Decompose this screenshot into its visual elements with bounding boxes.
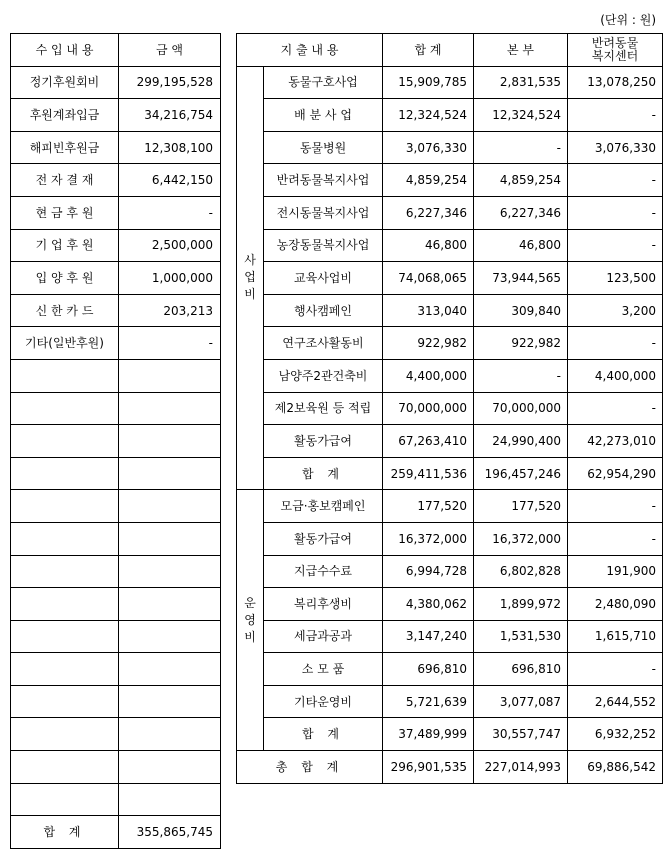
expense-item: 동물구호사업 — [264, 66, 383, 99]
expense-center: 1,615,710 — [568, 620, 663, 653]
empty-cell — [119, 555, 221, 588]
business-category-cell — [237, 66, 264, 490]
empty-cell — [11, 653, 119, 686]
empty-cell — [119, 783, 221, 816]
expense-center: 123,500 — [568, 262, 663, 295]
empty-cell — [119, 685, 221, 718]
expense-total: 3,147,240 — [383, 620, 474, 653]
grand-total-main: 227,014,993 — [474, 751, 568, 784]
expense-item: 행사캠페인 — [264, 294, 383, 327]
income-empty-row — [11, 783, 221, 816]
income-empty-row — [11, 685, 221, 718]
center-header-line2: 복지센터 — [591, 48, 639, 63]
empty-cell — [11, 359, 119, 392]
expense-total: 6,994,728 — [383, 555, 474, 588]
expense-item: 활동가급여 — [264, 425, 383, 458]
income-item-header: 수 입 내 용 — [11, 34, 119, 67]
empty-cell — [11, 490, 119, 523]
operating-subtotal-label: 합 계 — [264, 718, 383, 751]
expense-main: 73,944,565 — [474, 262, 568, 295]
income-label: 전 자 결 재 — [11, 164, 119, 197]
income-table — [10, 33, 221, 849]
expense-main: 6,802,828 — [474, 555, 568, 588]
empty-cell — [11, 555, 119, 588]
expense-row — [237, 229, 663, 262]
income-empty-row — [11, 425, 221, 458]
expense-total: 4,380,062 — [383, 588, 474, 621]
operating-subtotal-center: 6,932,252 — [568, 718, 663, 751]
income-label: 기타(일반후원) — [11, 327, 119, 360]
income-row — [11, 66, 221, 99]
expense-center: 3,076,330 — [568, 131, 663, 164]
expense-row — [237, 425, 663, 458]
expense-row — [237, 685, 663, 718]
expense-row — [237, 327, 663, 360]
expense-main: 16,372,000 — [474, 522, 568, 555]
expense-item: 배 분 사 업 — [264, 99, 383, 132]
empty-cell — [11, 425, 119, 458]
income-label: 입 양 후 원 — [11, 262, 119, 295]
income-row — [11, 327, 221, 360]
income-empty-row — [11, 751, 221, 784]
business-subtotal-total: 259,411,536 — [383, 457, 474, 490]
expense-row — [237, 392, 663, 425]
expense-main: 12,324,524 — [474, 99, 568, 132]
income-row — [11, 99, 221, 132]
expense-center: 42,273,010 — [568, 425, 663, 458]
business-subtotal-row — [237, 457, 663, 490]
expense-row — [237, 131, 663, 164]
expense-row — [237, 359, 663, 392]
empty-cell — [119, 718, 221, 751]
expense-row — [237, 555, 663, 588]
expense-main: 2,831,535 — [474, 66, 568, 99]
expense-main: 70,000,000 — [474, 392, 568, 425]
income-empty-row — [11, 457, 221, 490]
expense-center: - — [568, 522, 663, 555]
expense-total: 6,227,346 — [383, 196, 474, 229]
expense-row — [237, 262, 663, 295]
income-empty-row — [11, 555, 221, 588]
expense-total: 74,068,065 — [383, 262, 474, 295]
income-amount: 6,442,150 — [119, 164, 221, 197]
expense-center: 3,200 — [568, 294, 663, 327]
income-empty-row — [11, 620, 221, 653]
grand-total-total: 296,901,535 — [383, 751, 474, 784]
business-subtotal-center: 62,954,290 — [568, 457, 663, 490]
expense-row — [237, 490, 663, 523]
expense-row — [237, 99, 663, 132]
expense-row — [237, 66, 663, 99]
expense-center: - — [568, 229, 663, 262]
business-category-label: 사업비 — [244, 253, 256, 302]
expense-center: 191,900 — [568, 555, 663, 588]
expense-item: 반려동물복지사업 — [264, 164, 383, 197]
empty-cell — [11, 783, 119, 816]
expense-row — [237, 620, 663, 653]
empty-cell — [119, 425, 221, 458]
income-amount: 203,213 — [119, 294, 221, 327]
income-empty-row — [11, 653, 221, 686]
expense-main-header: 본 부 — [474, 34, 568, 67]
income-empty-row — [11, 490, 221, 523]
operating-category-cell — [237, 490, 264, 751]
expense-main: 309,840 — [474, 294, 568, 327]
operating-category-label: 운영비 — [244, 595, 256, 644]
income-amount: - — [119, 196, 221, 229]
unit-note: (단위 : 원) — [600, 13, 656, 27]
empty-cell — [119, 653, 221, 686]
income-row — [11, 229, 221, 262]
expense-center: - — [568, 392, 663, 425]
expense-total: 5,721,639 — [383, 685, 474, 718]
expense-item: 제2보육원 등 적립 — [264, 392, 383, 425]
business-subtotal-label: 합 계 — [264, 457, 383, 490]
expense-center: 2,480,090 — [568, 588, 663, 621]
expense-main: 6,227,346 — [474, 196, 568, 229]
expense-center: 13,078,250 — [568, 66, 663, 99]
income-label: 해피빈후원금 — [11, 131, 119, 164]
empty-cell — [11, 457, 119, 490]
expense-center: - — [568, 653, 663, 686]
income-row — [11, 131, 221, 164]
expense-row — [237, 294, 663, 327]
income-amount: 299,195,528 — [119, 66, 221, 99]
expense-item: 모금·홍보캠페인 — [264, 490, 383, 523]
expense-table — [236, 33, 663, 784]
expense-item: 교육사업비 — [264, 262, 383, 295]
income-label: 정기후원회비 — [11, 66, 119, 99]
income-amount: 2,500,000 — [119, 229, 221, 262]
empty-cell — [11, 751, 119, 784]
expense-main: 24,990,400 — [474, 425, 568, 458]
income-header-row — [11, 34, 221, 67]
operating-subtotal-row — [237, 718, 663, 751]
expense-main: 1,899,972 — [474, 588, 568, 621]
expense-item: 동물병원 — [264, 131, 383, 164]
income-label: 기 업 후 원 — [11, 229, 119, 262]
empty-cell — [11, 620, 119, 653]
expense-total: 12,324,524 — [383, 99, 474, 132]
expense-item: 활동가급여 — [264, 522, 383, 555]
expense-item: 지급수수료 — [264, 555, 383, 588]
expense-grand-total-row — [237, 751, 663, 784]
income-label: 신 한 카 드 — [11, 294, 119, 327]
income-total-amount: 355,865,745 — [119, 816, 221, 849]
expense-item: 소 모 품 — [264, 653, 383, 686]
expense-row — [237, 164, 663, 197]
expense-item: 남양주2관건축비 — [264, 359, 383, 392]
income-label: 현 금 후 원 — [11, 196, 119, 229]
expense-total: 15,909,785 — [383, 66, 474, 99]
expense-total: 46,800 — [383, 229, 474, 262]
empty-cell — [11, 392, 119, 425]
expense-row — [237, 522, 663, 555]
operating-subtotal-total: 37,489,999 — [383, 718, 474, 751]
expense-main: 922,982 — [474, 327, 568, 360]
expense-total: 313,040 — [383, 294, 474, 327]
income-total-label: 합 계 — [11, 816, 119, 849]
expense-center: - — [568, 164, 663, 197]
expense-row — [237, 196, 663, 229]
expense-row — [237, 588, 663, 621]
empty-cell — [11, 718, 119, 751]
grand-total-center: 69,886,542 — [568, 751, 663, 784]
expense-center-header — [568, 34, 663, 67]
income-row — [11, 262, 221, 295]
empty-cell — [119, 490, 221, 523]
expense-main: 696,810 — [474, 653, 568, 686]
income-empty-row — [11, 588, 221, 621]
empty-cell — [11, 685, 119, 718]
income-total-row — [11, 816, 221, 849]
expense-row — [237, 653, 663, 686]
income-row — [11, 196, 221, 229]
empty-cell — [119, 588, 221, 621]
expense-item: 복리후생비 — [264, 588, 383, 621]
income-label: 후원계좌입금 — [11, 99, 119, 132]
empty-cell — [119, 359, 221, 392]
expense-total: 70,000,000 — [383, 392, 474, 425]
expense-header-row — [237, 34, 663, 67]
income-row — [11, 164, 221, 197]
operating-subtotal-main: 30,557,747 — [474, 718, 568, 751]
expense-main: 177,520 — [474, 490, 568, 523]
expense-center: 2,644,552 — [568, 685, 663, 718]
expense-total: 3,076,330 — [383, 131, 474, 164]
expense-center: 4,400,000 — [568, 359, 663, 392]
expense-main: - — [474, 359, 568, 392]
center-header-line1: 반려동물 — [591, 35, 639, 50]
expense-total-header: 합 계 — [383, 34, 474, 67]
expense-total: 696,810 — [383, 653, 474, 686]
empty-cell — [119, 751, 221, 784]
expense-main: 1,531,530 — [474, 620, 568, 653]
expense-total: 16,372,000 — [383, 522, 474, 555]
expense-center: - — [568, 99, 663, 132]
expense-main: 3,077,087 — [474, 685, 568, 718]
income-amount: 34,216,754 — [119, 99, 221, 132]
expense-center: - — [568, 327, 663, 360]
income-empty-row — [11, 522, 221, 555]
income-empty-row — [11, 718, 221, 751]
expense-main: 4,859,254 — [474, 164, 568, 197]
income-amount: - — [119, 327, 221, 360]
empty-cell — [119, 620, 221, 653]
expense-item-header: 지 출 내 용 — [237, 34, 383, 67]
empty-cell — [11, 522, 119, 555]
expense-center: - — [568, 490, 663, 523]
expense-center: - — [568, 196, 663, 229]
empty-cell — [11, 588, 119, 621]
expense-total: 922,982 — [383, 327, 474, 360]
income-amount: 1,000,000 — [119, 262, 221, 295]
expense-total: 4,859,254 — [383, 164, 474, 197]
expense-item: 세금과공과 — [264, 620, 383, 653]
expense-item: 연구조사활동비 — [264, 327, 383, 360]
business-subtotal-main: 196,457,246 — [474, 457, 568, 490]
grand-total-label: 총 합 계 — [237, 751, 383, 784]
income-amount-header: 금 액 — [119, 34, 221, 67]
income-empty-row — [11, 392, 221, 425]
empty-cell — [119, 457, 221, 490]
expense-total: 4,400,000 — [383, 359, 474, 392]
expense-total: 177,520 — [383, 490, 474, 523]
income-empty-row — [11, 359, 221, 392]
empty-cell — [119, 392, 221, 425]
expense-item: 기타운영비 — [264, 685, 383, 718]
income-amount: 12,308,100 — [119, 131, 221, 164]
expense-main: - — [474, 131, 568, 164]
expense-total: 67,263,410 — [383, 425, 474, 458]
expense-item: 농장동물복지사업 — [264, 229, 383, 262]
income-row — [11, 294, 221, 327]
expense-item: 전시동물복지사업 — [264, 196, 383, 229]
expense-main: 46,800 — [474, 229, 568, 262]
empty-cell — [119, 522, 221, 555]
